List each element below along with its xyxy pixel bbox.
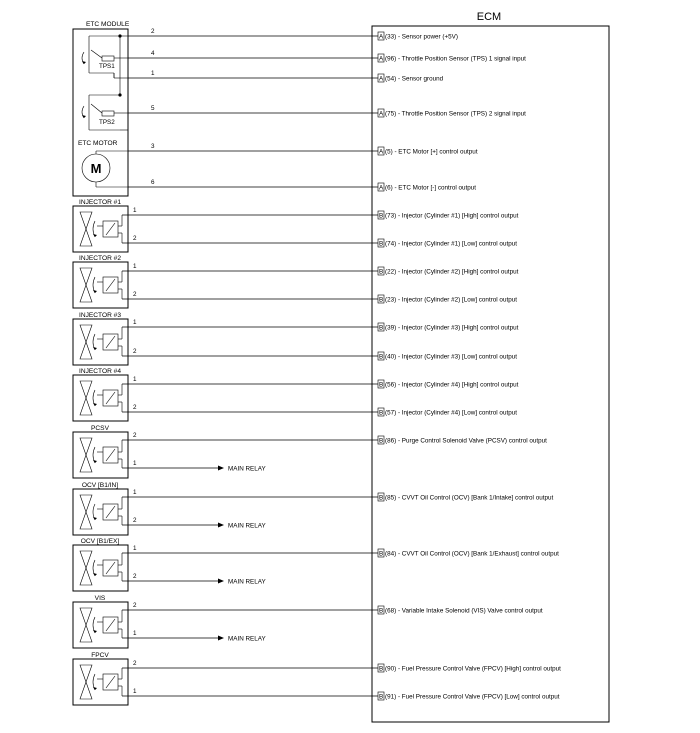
pin-number: 2 bbox=[151, 28, 155, 35]
ecm-pin-row bbox=[378, 606, 543, 614]
etc-wires bbox=[128, 28, 378, 187]
etc-module-label: ETC MODULE bbox=[86, 21, 130, 28]
ecm-pin-description: (23) - Injector (Cylinder #2) [Low] control output bbox=[385, 296, 517, 304]
pin-number: 1 bbox=[133, 319, 137, 326]
component-outline bbox=[73, 262, 128, 308]
ecm-pin-description: (90) - Fuel Pressure Control Valve (FPCV) [High] control output bbox=[385, 665, 561, 673]
pin-number: 1 bbox=[133, 460, 137, 467]
ecm-pin-description: (84) - CVVT Oil Control (OCV) [Bank 1/Exhaust] control output bbox=[385, 550, 559, 558]
component-3 bbox=[73, 312, 378, 365]
component-2 bbox=[73, 255, 378, 308]
main-relay-label: MAIN RELAY bbox=[228, 465, 266, 473]
component-1 bbox=[73, 199, 378, 252]
ecm-pin-description: (68) - Variable Intake Solenoid (VIS) Valve control output bbox=[385, 607, 543, 615]
ecm-title: ECM bbox=[476, 11, 502, 23]
ecm-connector-letter: B bbox=[379, 324, 384, 332]
component-label: INJECTOR #2 bbox=[78, 255, 122, 262]
ecm-connector-letter: B bbox=[379, 494, 384, 502]
ecm-pin-description: (5) - ETC Motor [+] control output bbox=[385, 148, 478, 156]
ecm-pin-row bbox=[378, 436, 547, 444]
ecm-connector-letter: A bbox=[379, 148, 384, 156]
ecm-pin-row bbox=[378, 352, 517, 360]
component-5 bbox=[73, 425, 378, 478]
component-label: FPCV bbox=[91, 652, 109, 659]
ecm-connector-letter: B bbox=[379, 665, 384, 673]
ecm-pin-description: (33) - Sensor power (+5V) bbox=[385, 33, 458, 41]
arrow-right-icon bbox=[218, 523, 224, 528]
ecm-pin-description: (73) - Injector (Cylinder #1) [High] control output bbox=[385, 212, 519, 220]
ecm-connector-letter: B bbox=[379, 212, 384, 220]
ecm-connector-letter: B bbox=[379, 693, 384, 701]
ecm-pin-row bbox=[378, 323, 519, 331]
component-label: PCSV bbox=[91, 425, 109, 432]
etc-module bbox=[73, 21, 378, 196]
ecm-pin-description: (91) - Fuel Pressure Control Valve (FPCV) [Low] control output bbox=[385, 693, 560, 701]
ecm-block bbox=[372, 11, 609, 722]
component-9 bbox=[73, 652, 378, 705]
ecm-pin-row bbox=[378, 147, 478, 155]
ecm-pin-description: (56) - Injector (Cylinder #4) [High] control output bbox=[385, 381, 519, 389]
component-label: OCV [B1/IN] bbox=[81, 482, 119, 489]
component-6 bbox=[73, 482, 378, 535]
ecm-connector-letter: B bbox=[379, 353, 384, 361]
ecm-pin-row bbox=[378, 32, 458, 40]
component-outline bbox=[73, 489, 128, 535]
ecm-pin-description: (86) - Purge Control Solenoid Valve (PCSV) control output bbox=[385, 437, 547, 445]
pin-number: 2 bbox=[133, 432, 137, 439]
component-label: VIS bbox=[94, 595, 106, 602]
motor-symbol: M bbox=[90, 161, 102, 176]
component-outline bbox=[73, 659, 128, 705]
ecm-pin-description: (74) - Injector (Cylinder #1) [Low] control output bbox=[385, 240, 517, 248]
component-label: INJECTOR #4 bbox=[78, 368, 122, 375]
ecm-connector-letter: B bbox=[379, 437, 384, 445]
pin-number: 4 bbox=[151, 50, 155, 57]
pin-number: 1 bbox=[133, 376, 137, 383]
ecm-connector-letter: B bbox=[379, 296, 384, 304]
component-outline bbox=[73, 206, 128, 252]
ecm-connector-letter: A bbox=[379, 75, 384, 83]
ecm-connector-letter: A bbox=[379, 110, 384, 118]
etc-motor-label: ETC MOTOR bbox=[78, 140, 118, 147]
pin-number: 3 bbox=[151, 143, 155, 150]
pin-number: 1 bbox=[133, 489, 137, 496]
pin-number: 2 bbox=[133, 348, 137, 355]
ecm-pin-row bbox=[378, 692, 560, 700]
tps1-label: TPS1 bbox=[99, 63, 115, 70]
ecm-pin-row bbox=[378, 109, 526, 117]
arrow-right-icon bbox=[218, 579, 224, 584]
component-label: INJECTOR #3 bbox=[78, 312, 122, 319]
ecm-pin-row bbox=[378, 239, 517, 247]
ecm-connector-letter: A bbox=[379, 33, 384, 41]
ecm-connector-letter: B bbox=[379, 240, 384, 248]
tps2-label: TPS2 bbox=[99, 119, 115, 126]
pin-number: 2 bbox=[133, 517, 137, 524]
ecm-pin-description: (39) - Injector (Cylinder #3) [High] control output bbox=[385, 324, 519, 332]
ecm-pin-row bbox=[378, 493, 553, 501]
ecm-pin-description: (75) - Throttle Position Sensor (TPS) 2 signal input bbox=[385, 110, 526, 118]
ecm-pin-row bbox=[378, 74, 444, 82]
pin-number: 1 bbox=[133, 630, 137, 637]
component-outline bbox=[73, 602, 128, 648]
ecm-pin-description: (54) - Sensor ground bbox=[385, 75, 444, 83]
ecm-pin-row bbox=[378, 267, 519, 275]
component-label: INJECTOR #1 bbox=[78, 199, 122, 206]
ecm-pin-description: (85) - CVVT Oil Control (OCV) [Bank 1/Intake] control output bbox=[385, 494, 554, 502]
ecm-connector-letter: A bbox=[379, 184, 384, 192]
pin-number: 1 bbox=[151, 70, 155, 77]
pin-number: 6 bbox=[151, 179, 155, 186]
component-list bbox=[73, 199, 378, 705]
ecm-pin-description: (22) - Injector (Cylinder #2) [High] control output bbox=[385, 268, 519, 276]
main-relay-label: MAIN RELAY bbox=[228, 522, 266, 530]
ecm-pin-row bbox=[378, 380, 519, 388]
main-relay-label: MAIN RELAY bbox=[228, 635, 266, 643]
component-label: OCV [B1/EX] bbox=[80, 538, 120, 545]
pin-number: 2 bbox=[133, 602, 137, 609]
ecm-connector-letter: B bbox=[379, 607, 384, 615]
component-8 bbox=[73, 595, 378, 648]
component-7 bbox=[73, 538, 378, 591]
ecm-pin-row bbox=[378, 211, 519, 219]
ecm-connector-letter: B bbox=[379, 268, 384, 276]
arrow-right-icon bbox=[218, 466, 224, 471]
ecm-pin-description: (6) - ETC Motor [-] control output bbox=[385, 184, 476, 192]
ecm-connector-letter: B bbox=[379, 409, 384, 417]
pin-number: 2 bbox=[133, 660, 137, 667]
arrow-right-icon bbox=[218, 636, 224, 641]
ecm-pin-row bbox=[378, 408, 517, 416]
ecm-pin-row bbox=[378, 54, 526, 62]
ecm-pin-row bbox=[378, 183, 476, 191]
component-4 bbox=[73, 368, 378, 421]
component-outline bbox=[73, 319, 128, 365]
ecm-pin-description: (57) - Injector (Cylinder #4) [Low] control output bbox=[385, 409, 517, 417]
pin-number: 2 bbox=[133, 573, 137, 580]
pin-number: 1 bbox=[133, 688, 137, 695]
pin-number: 2 bbox=[133, 235, 137, 242]
pin-number: 1 bbox=[133, 545, 137, 552]
ecm-outline bbox=[372, 26, 609, 722]
ecm-pin-description: (96) - Throttle Position Sensor (TPS) 1 signal input bbox=[385, 55, 526, 63]
pin-number: 2 bbox=[133, 404, 137, 411]
component-outline bbox=[73, 432, 128, 478]
pin-number: 5 bbox=[151, 105, 155, 112]
ecm-connector-letter: A bbox=[379, 55, 384, 63]
ecm-connector-letter: B bbox=[379, 550, 384, 558]
pin-number: 1 bbox=[133, 207, 137, 214]
ecm-pin-description: (40) - Injector (Cylinder #3) [Low] control output bbox=[385, 353, 517, 361]
ecm-connector-letter: B bbox=[379, 381, 384, 389]
ecm-pin-row bbox=[378, 664, 561, 672]
ecm-pin-row bbox=[378, 549, 559, 557]
component-outline bbox=[73, 375, 128, 421]
ecm-pin-row bbox=[378, 295, 517, 303]
component-outline bbox=[73, 545, 128, 591]
main-relay-label: MAIN RELAY bbox=[228, 578, 266, 586]
pin-number: 2 bbox=[133, 291, 137, 298]
pin-number: 1 bbox=[133, 263, 137, 270]
